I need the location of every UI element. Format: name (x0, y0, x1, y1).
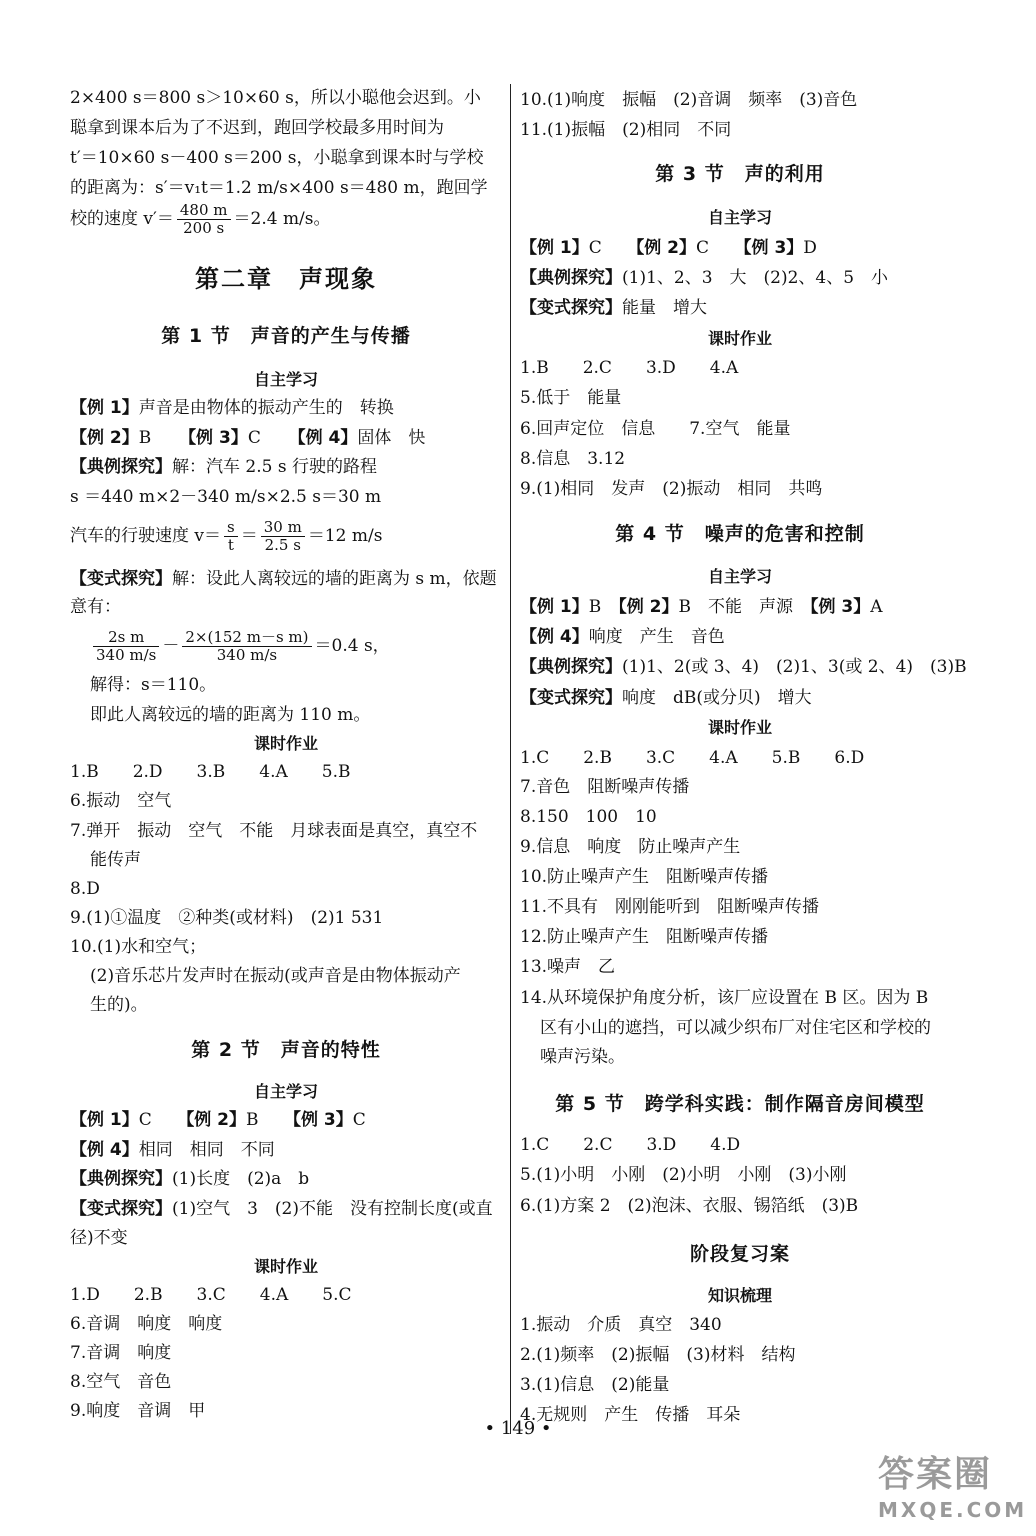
answer-line: 1.D 2.B 3.C 4.A 5.C (70, 1285, 352, 1305)
text-line: 解得：s＝110。 (90, 675, 217, 695)
section-title: 第 5 节 跨学科实践：制作隔音房间模型 (555, 1093, 925, 1115)
answer-line: 1.B 2.C 3.D 4.A (520, 358, 739, 378)
subsection-title: 知识梳理 (707, 1286, 772, 1305)
answer-text: A (870, 597, 883, 617)
answer-line: 13.噪声 乙 (520, 957, 616, 977)
answer-text: 解：汽车 2.5 s 行驶的路程 (172, 457, 377, 477)
answer-line (70, 1198, 493, 1220)
example-tag: 【变式探究】 (70, 569, 172, 589)
example-tag: 【变式探究】 (70, 1199, 172, 1219)
fraction-numerator: s (224, 519, 238, 537)
answer-line: 能传声 (90, 850, 141, 870)
answer-line (70, 568, 497, 590)
answer-text: B (246, 1110, 293, 1130)
answer-line: 噪声污染。 (540, 1047, 625, 1067)
subsection-title: 自主学习 (253, 370, 318, 389)
answer-line (520, 297, 707, 319)
answer-line: 2.(1)频率 (2)振幅 (3)材料 结构 (520, 1345, 796, 1365)
example-tag: 【例 4】 (70, 1140, 139, 1160)
subsection-title: 课时作业 (253, 734, 318, 753)
answer-text: C (247, 428, 278, 448)
formula-prefix: 校的速度 v′＝ (70, 209, 174, 229)
fraction-numerator: 2×(152 m－s m) (182, 629, 311, 647)
answer-text: C (588, 238, 636, 258)
fraction (261, 519, 305, 554)
example-tag: 【例 2】 (635, 238, 697, 258)
answer-line (70, 1109, 366, 1131)
fraction-numerator: 480 m (177, 202, 231, 220)
fraction-numerator: 2s m (93, 629, 159, 647)
minus-sign: － (162, 636, 180, 656)
answer-line: 5.低于 能量 (520, 388, 622, 408)
example-tag: 【典例探究】 (520, 657, 622, 677)
answer-line: 9.响度 音调 甲 (70, 1401, 206, 1421)
subsection-title: 自主学习 (253, 1082, 318, 1101)
subsection-title: 自主学习 (707, 208, 772, 227)
answer-text: (1)1、2(或 3、4) (2)1、3(或 2、4) (3)B (622, 657, 967, 677)
answer-line: 11.(1)振幅 (2)相同 不同 (520, 120, 732, 140)
example-tag: 【变式探究】 (520, 688, 622, 708)
answer-line: 1.C 2.B 3.C 4.A 5.B 6.D (520, 748, 865, 768)
answer-line: 5.(1)小明 小刚 (2)小明 小刚 (3)小刚 (520, 1165, 847, 1185)
answer-line: (2)音乐芯片发声时在振动(或声音是由物体振动产 (90, 966, 461, 986)
answer-text: 声音是由物体的振动产生的 转换 (138, 398, 394, 418)
section-title: 第 4 节 噪声的危害和控制 (615, 523, 865, 545)
answer-text: C (696, 238, 744, 258)
formula-line (90, 626, 390, 666)
answer-line (70, 397, 394, 419)
text-line: 2×400 s＝800 s＞10×60 s，所以小聪他会迟到。小 (70, 88, 481, 108)
answer-text: C (352, 1110, 366, 1130)
fraction-denominator: 200 s (183, 219, 225, 237)
answer-text: 固体 快 (357, 428, 426, 448)
answer-line: 9.(1)相同 发声 (2)振动 相同 共鸣 (520, 479, 823, 499)
answer-line: 1.B 2.D 3.B 4.A 5.B (70, 762, 351, 782)
answer-line (520, 267, 888, 289)
answer-line: 6.回声定位 信息 7.空气 能量 (520, 419, 791, 439)
answer-text: 解：设此人离较远的墙的距离为 s m，依题 (172, 569, 497, 589)
answer-line: 11.不具有 刚刚能听到 阻断噪声传播 (520, 897, 820, 917)
text-line: 意有： (70, 597, 121, 617)
answer-line: 8.空气 音色 (70, 1372, 172, 1392)
fraction-numerator: 30 m (261, 519, 305, 537)
example-tag: 【例 1】 (70, 1110, 139, 1130)
formula-suffix: ＝0.4 s， (314, 636, 390, 656)
answer-line: 9.(1)①温度 ②种类(或材料) (2)1 531 (70, 908, 384, 928)
formula-suffix: ＝12 m/s (307, 526, 383, 546)
page-number: • 149 • (484, 1418, 552, 1439)
fraction (93, 629, 159, 664)
answer-line (520, 656, 967, 678)
answer-text: B (138, 428, 169, 448)
answer-text: 相同 相同 不同 (138, 1140, 275, 1160)
example-tag: 【例 1】 (520, 597, 589, 617)
example-tag: 【例 4】 (288, 428, 358, 448)
answer-line (70, 427, 425, 449)
equals-sign: ＝ (240, 526, 258, 546)
text-line: 的距离为：s′＝v₁t＝1.2 m/s×400 s＝480 m，跑回学 (70, 178, 488, 198)
answer-line (520, 237, 817, 259)
answer-line: 3.(1)信息 (2)能量 (520, 1375, 670, 1395)
answer-line: 7.弹开 振动 空气 不能 月球表面是真空，真空不 (70, 821, 478, 841)
text-line: 聪拿到课本后为了不迟到，跑回学校最多用时间为 (70, 118, 444, 138)
answer-line (70, 1168, 309, 1190)
text-line: t′＝10×60 s－400 s＝200 s，小聪拿到课本时与学校 (70, 148, 484, 168)
example-tag: 【典例探究】 (70, 1169, 172, 1189)
answer-line: 径)不变 (70, 1228, 128, 1248)
answer-line: 10.(1)响度 振幅 (2)音调 频率 (3)音色 (520, 90, 858, 110)
answer-line: 生的)。 (90, 995, 148, 1015)
answer-text: D (803, 238, 817, 258)
answer-line: 4.无规则 产生 传播 耳朵 (520, 1405, 741, 1425)
example-tag: 【例 2】 (185, 1110, 247, 1130)
answer-line: 1.C 2.C 3.D 4.D (520, 1135, 741, 1155)
answer-text: B 不能 声源 (678, 597, 810, 617)
fraction-denominator: 2.5 s (264, 536, 301, 554)
answer-line: 10.(1)水和空气； (70, 937, 207, 957)
example-tag: 【典例探究】 (70, 457, 172, 477)
watermark-text: 答案圈 (878, 1454, 993, 1495)
watermark-logo (878, 1452, 1028, 1532)
answer-line: 8.D (70, 879, 100, 899)
example-tag: 【例 4】 (520, 627, 589, 647)
example-tag: 【例 2】 (70, 428, 139, 448)
fraction (177, 202, 231, 237)
answer-line: 14.从环境保护角度分析，该厂应设置在 B 区。因为 B (520, 988, 929, 1008)
watermark-url: MXQE.COM (878, 1498, 1028, 1522)
fraction-denominator: 340 m/s (96, 646, 157, 664)
answer-text: (1)长度 (2)a b (172, 1169, 310, 1189)
answer-line: 1.振动 介质 真空 340 (520, 1315, 722, 1335)
formula-prefix: 汽车的行驶速度 v＝ (70, 526, 222, 546)
answer-line: 区有小山的遮挡，可以减少织布厂对住宅区和学校的 (540, 1018, 931, 1038)
chapter-title: 第二章 声现象 (195, 265, 377, 293)
answer-line (70, 456, 377, 478)
section-title: 第 2 节 声音的特性 (191, 1039, 381, 1061)
example-tag: 【例 1】 (70, 398, 139, 418)
answer-line (520, 596, 883, 618)
answer-line: 8.信息 3.12 (520, 449, 626, 469)
section-title: 第 3 节 声的利用 (655, 163, 825, 185)
answer-line: 12.防止噪声产生 阻断噪声传播 (520, 927, 769, 947)
example-tag: 【例 3】 (292, 1110, 353, 1130)
subsection-title: 课时作业 (707, 329, 772, 348)
answer-line: 6.振动 空气 (70, 791, 172, 811)
answer-line: 9.信息 响度 防止噪声产生 (520, 837, 741, 857)
answer-line: 10.防止噪声产生 阻断噪声传播 (520, 867, 769, 887)
answer-line: 6.(1)方案 2 (2)泡沫、衣服、锡箔纸 (3)B (520, 1196, 859, 1216)
answer-text: 响度 产生 音色 (588, 627, 725, 647)
answer-text: (1)空气 3 (2)不能 没有控制长度(或直 (172, 1199, 493, 1219)
answer-text: B (588, 597, 619, 617)
subsection-title: 课时作业 (253, 1257, 318, 1276)
answer-text: 能量 增大 (622, 298, 707, 318)
formula-line (70, 199, 331, 239)
example-tag: 【典例探究】 (520, 268, 622, 288)
formula-line (70, 516, 382, 556)
answer-text: C (138, 1110, 186, 1130)
answer-text: (1)1、2、3 大 (2)2、4、5 小 (622, 268, 889, 288)
column-divider (510, 84, 511, 1434)
fraction-denominator: t (227, 536, 234, 554)
example-tag: 【例 2】 (618, 597, 679, 617)
subsection-title: 课时作业 (707, 718, 772, 737)
formula-suffix: ＝2.4 m/s。 (233, 209, 331, 229)
fraction (182, 629, 311, 664)
subsection-title: 自主学习 (707, 567, 772, 586)
section-title: 第 1 节 声音的产生与传播 (161, 325, 411, 347)
example-tag: 【例 3】 (810, 597, 871, 617)
example-tag: 【例 3】 (179, 428, 248, 448)
example-tag: 【例 1】 (520, 238, 589, 258)
fraction (224, 519, 238, 554)
section-title: 阶段复习案 (689, 1243, 790, 1265)
answer-text: 响度 dB(或分贝) 增大 (622, 688, 812, 708)
answer-line: 8.150 100 10 (520, 807, 657, 827)
answer-line (520, 626, 725, 648)
answer-line (520, 687, 812, 709)
answer-line: 6.音调 响度 响度 (70, 1314, 223, 1334)
fraction-denominator: 340 m/s (216, 646, 278, 664)
formula-line: s ＝440 m×2－340 m/s×2.5 s＝30 m (70, 487, 382, 507)
answer-line: 7.音调 响度 (70, 1343, 172, 1363)
answer-line: 7.音色 阻断噪声传播 (520, 777, 690, 797)
text-line: 即此人离较远的墙的距离为 110 m。 (90, 705, 371, 725)
answer-line (70, 1139, 275, 1161)
example-tag: 【例 3】 (743, 238, 804, 258)
example-tag: 【变式探究】 (520, 298, 622, 318)
